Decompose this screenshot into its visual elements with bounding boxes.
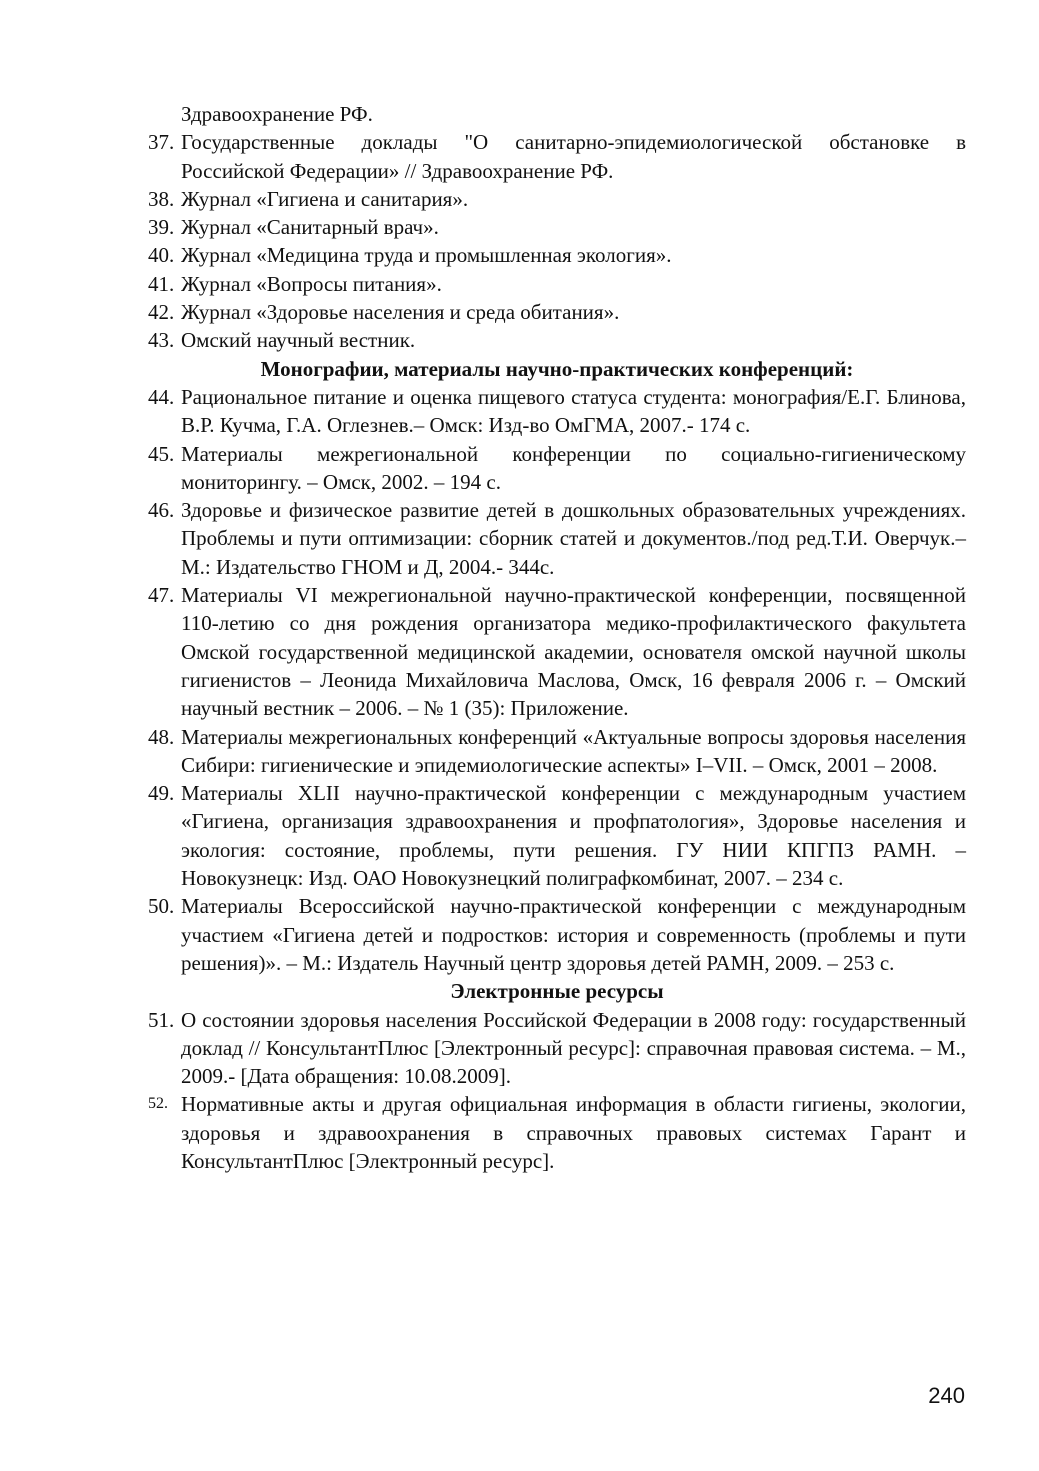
item-text: Материалы Всероссийской научно-практической конференции с международным участием «Гигиена детей и подростков: история и современность (проблемы и пути решения)». – М.: Издатель Научный центр здоровья детей РАМН, 2009. – 253 с. [181, 894, 966, 975]
continuation-line: Здравоохранение РФ. [181, 102, 373, 126]
list-item-38 [148, 185, 966, 213]
item-number: 52. [148, 1095, 168, 1113]
item-text: Рациональное питание и оценка пищевого статуса студента: монография/Е.Г. Блинова, В.Р. Кучма, Г.А. Оглезнев.– Омск: Изд-во ОмГМА, 2007.- 174 с. [181, 384, 966, 438]
item-text: Журнал «Вопросы питания». [181, 271, 442, 296]
list-item-45 [148, 440, 966, 497]
list-item-50 [148, 892, 966, 977]
item-text: Государственные доклады "О санитарно-эпидемиологической обстановке в Российской Федерации» // Здравоохранение РФ. [181, 130, 966, 183]
item-text: Журнал «Здоровье населения и среда обитания». [181, 300, 620, 325]
item-number: 47. [148, 583, 175, 608]
list-item-37 [148, 128, 966, 185]
list-item-43 [148, 326, 966, 354]
item-text: О состоянии здоровья населения Российской Федерации в 2008 году: государственный доклад // КонсультантПлюс [Электронный ресурс]: справочная правовая система. – М., 2009.- [Дата обращения: 10.08.2009]. [181, 1007, 966, 1089]
list-item-46 [148, 496, 966, 581]
list-item-42 [148, 298, 966, 326]
item-number: 42. [148, 300, 175, 325]
item-text: Материалы VI межрегиональной научно-практической конференции, посвященной 110-летию со дня рождения организатора медико-профилактического факультета Омской государственной медицинской академии, основателя омской научной школы гигиенистов – Леонида Михайловича Маслова, Омск, 16 февраля 2006 г. – Омский научный вестник – 2006. – № 1 (35): Приложение. [181, 583, 966, 721]
bibliography-list [148, 100, 966, 1175]
section-heading-electronic: Электронные ресурсы [450, 979, 664, 1004]
item-text: Журнал «Медицина труда и промышленная экология». [181, 243, 672, 268]
item-text: Здоровье и физическое развитие детей в дошкольных образовательных учреждениях. Проблемы и пути оптимизации: сборник статей и документов./под ред.Т.И. Оверчук.– М.: Издательство ГНОМ и Д, 2004.- 344с. [181, 498, 966, 579]
list-item-47 [148, 581, 966, 722]
list-item-51 [148, 1006, 966, 1091]
item-text: Омский научный вестник. [181, 328, 416, 353]
item-text: Журнал «Гигиена и санитария». [181, 186, 469, 211]
item-number: 48. [148, 724, 175, 749]
item-number: 44. [148, 384, 175, 409]
section-heading-monographs: Монографии, материалы научно-практических конференций: [260, 356, 854, 381]
item-number: 40. [148, 243, 175, 268]
item-number: 50. [148, 894, 175, 919]
list-item-40 [148, 241, 966, 269]
item-text: Материалы межрегиональных конференций «Актуальные вопросы здоровья населения Сибири: гигиенические и эпидемиологические аспекты» I–VII. – Омск, 2001 – 2008. [181, 724, 966, 777]
list-item-39 [148, 213, 966, 241]
item-number: 37. [148, 130, 175, 155]
list-item-52 [148, 1090, 966, 1175]
item-number: 38. [148, 186, 175, 211]
list-item-41 [148, 270, 966, 298]
item-number: 46. [148, 498, 175, 523]
item-number: 41. [148, 271, 175, 296]
list-item-44 [148, 383, 966, 440]
item-text: Нормативные акты и другая официальная информация в области гигиены, экологии, здоровья и здравоохранения в справочных правовых системах Гарант и КонсультантПлюс [Электронный ресурс]. [181, 1092, 966, 1173]
page-number: 240 [928, 1383, 965, 1408]
item-number: 39. [148, 215, 175, 240]
item-number: 43. [148, 328, 175, 353]
list-item-48 [148, 723, 966, 780]
item-number: 49. [148, 781, 175, 806]
item-text: Материалы XLII научно-практической конференции с международным участием «Гигиена, организация здравоохранения и профпатология», Здоровье населения и экология: состояние, проблемы, пути решения. ГУ НИИ КПГПЗ РАМН. – Новокузнецк: Изд. ОАО Новокузнецкий полиграфкомбинат, 2007. – 234 с. [181, 781, 966, 891]
item-number: 45. [148, 441, 175, 466]
item-text: Журнал «Санитарный врач». [181, 215, 439, 240]
list-item-49 [148, 779, 966, 892]
item-text: Материалы межрегиональной конференции по социально-гигиеническому мониторингу. – Омск, 2002. – 194 с. [181, 441, 966, 494]
item-number: 51. [148, 1007, 175, 1032]
